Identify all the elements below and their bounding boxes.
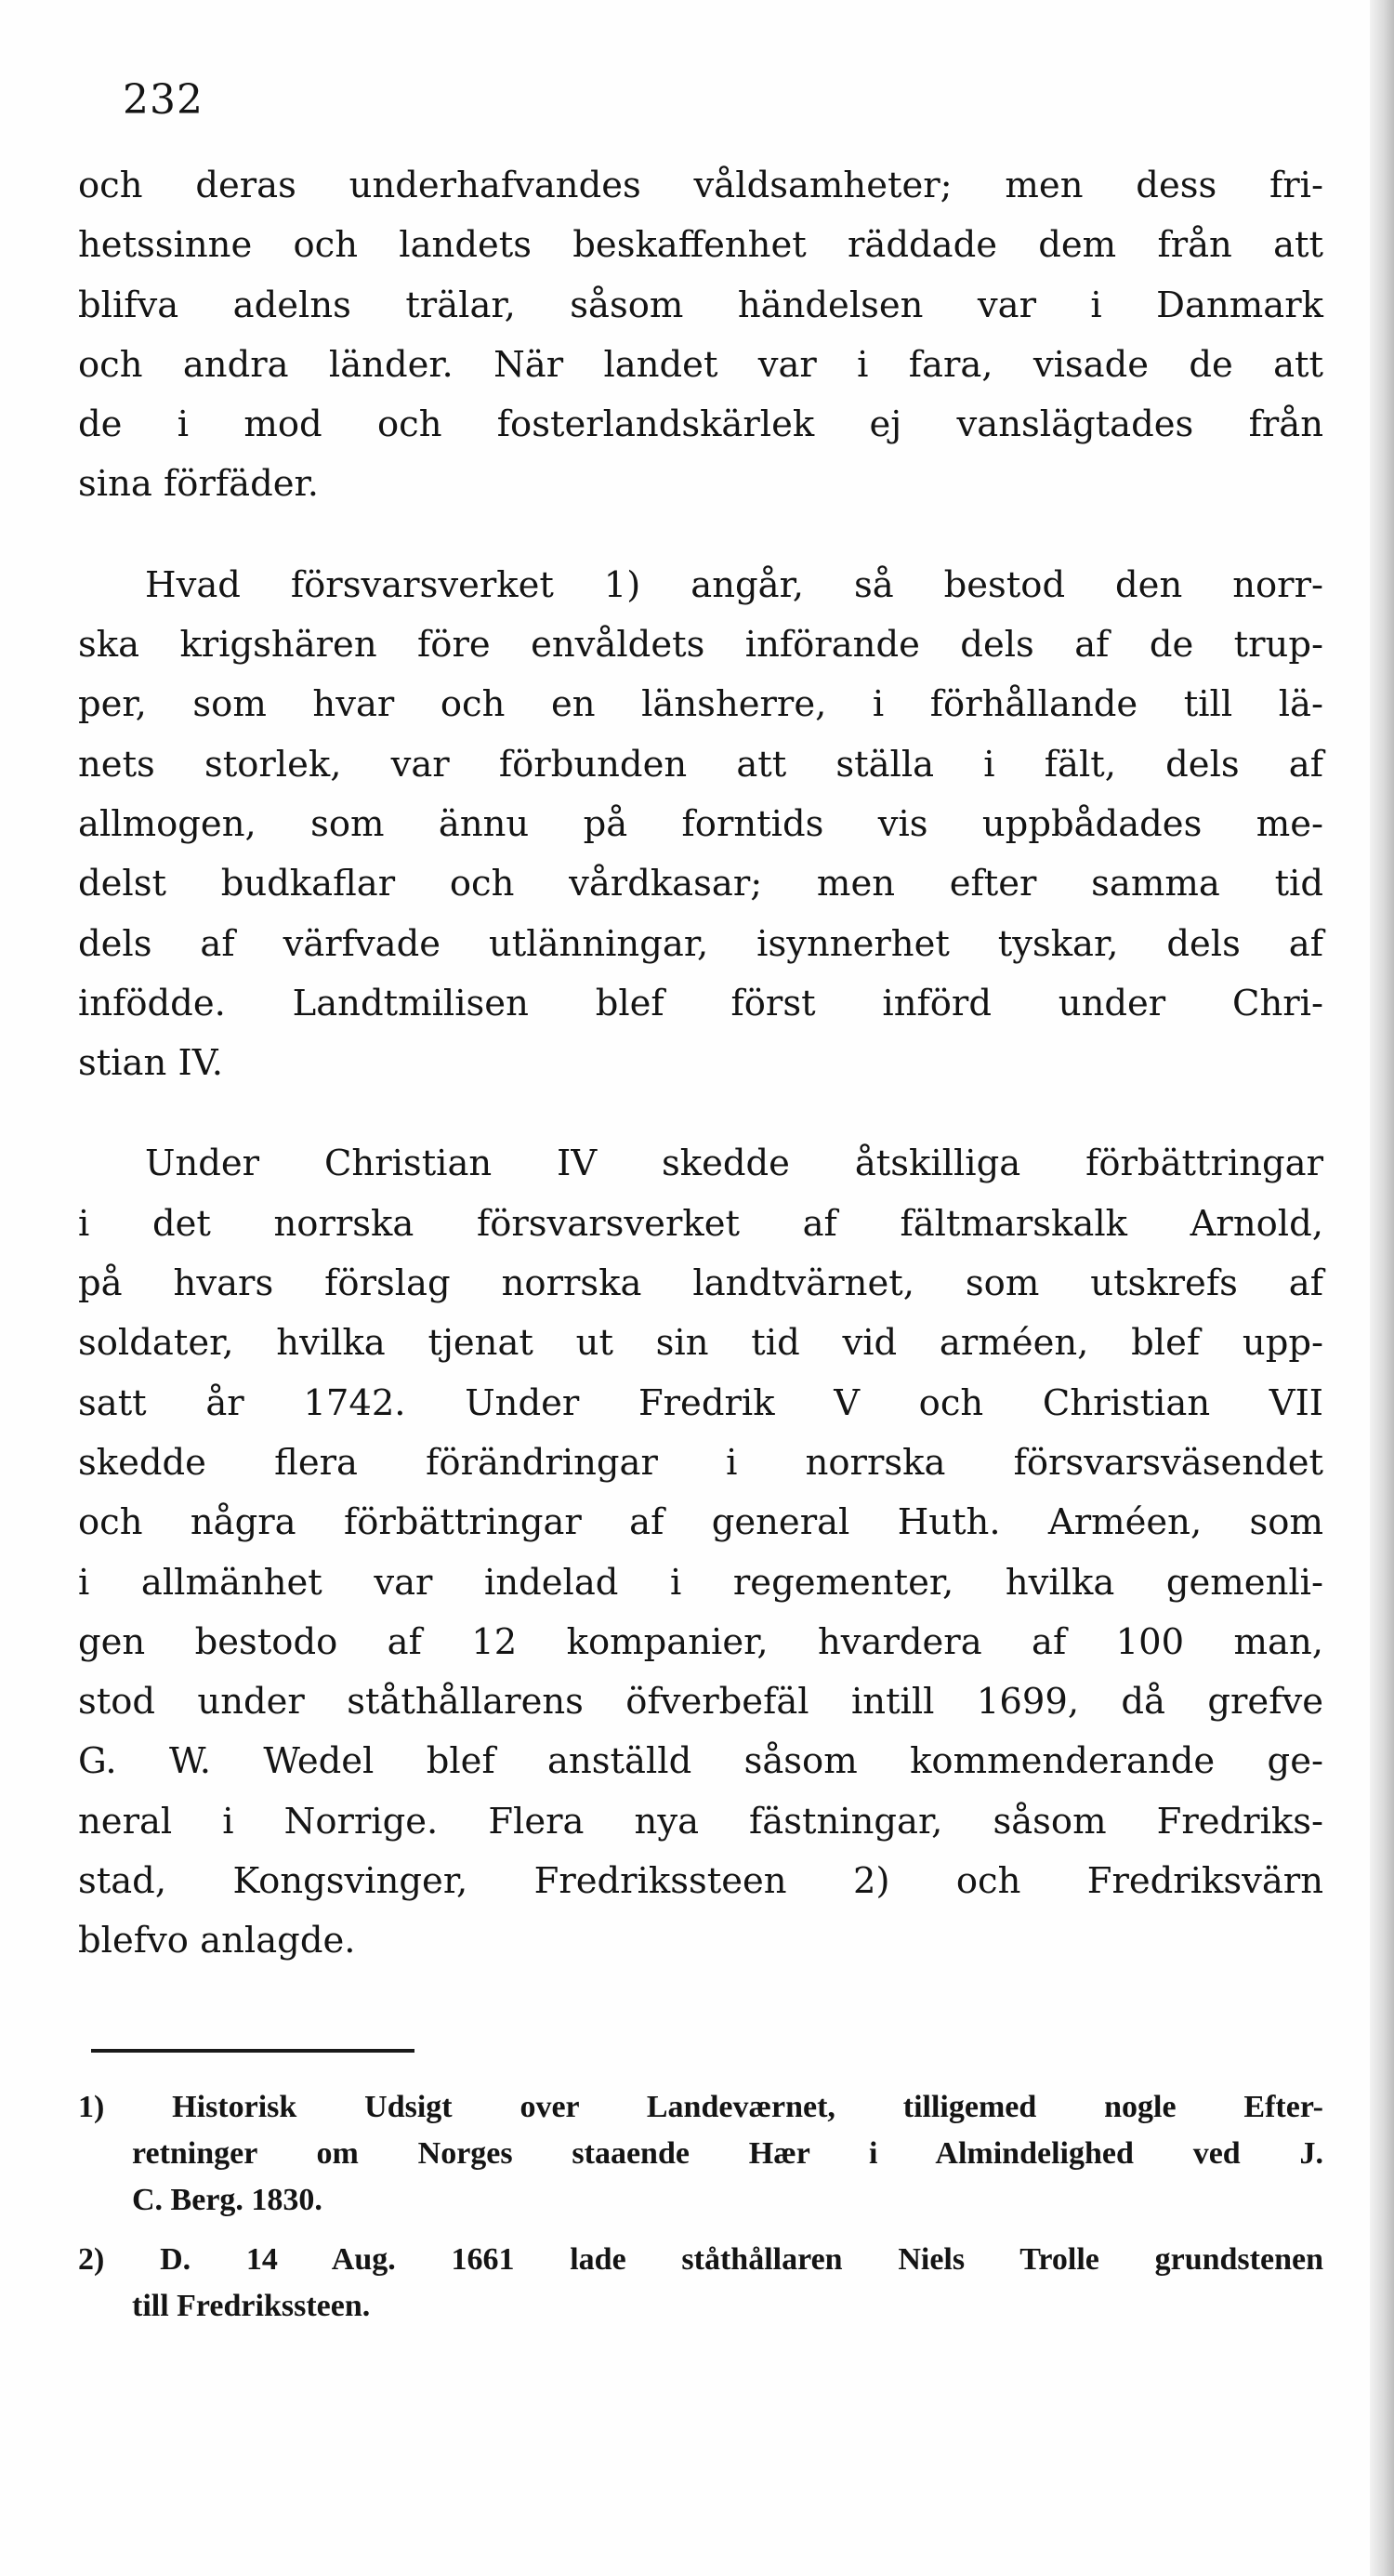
text-line: Under Christian IV skedde åtskilliga förbättringar: [145, 1143, 1323, 1185]
text-line: gen bestodo af 12 kompanier, hvardera af 100 man,: [78, 1620, 1323, 1663]
text-line: infödde. Landtmilisen blef först införd under Chri-: [78, 982, 1323, 1024]
text-line: satt år 1742. Under Fredrik V och Christian VII: [78, 1381, 1323, 1424]
text-line: blefvo anlagde.: [78, 1920, 356, 1962]
page-number: 232: [123, 76, 204, 124]
text-line: stian IV.: [78, 1042, 224, 1085]
text-line: hetssinne och landets beskaffenhet räddade dem från att: [78, 224, 1323, 267]
text-line: stod under ståthållarens öfverbefäl intill 1699, då grefve: [78, 1681, 1323, 1724]
text-line: på hvars förslag norrska landtvärnet, som utskrefs af: [78, 1262, 1323, 1305]
footnote-line: till Fredrikssteen.: [132, 2289, 371, 2323]
text-line: i det norrska försvarsverket af fältmarskalk Arnold,: [78, 1202, 1323, 1245]
text-line: neral i Norrige. Flera nya fästningar, såsom Fredriks-: [78, 1800, 1323, 1843]
text-line: Hvad försvarsverket 1) angår, så bestod den norr-: [145, 563, 1323, 606]
text-line: stad, Kongsvinger, Fredrikssteen 2) och Fredriksvärn: [78, 1860, 1323, 1903]
text-line: ska krigshären före envåldets införande dels af de trup-: [78, 624, 1323, 667]
text-line: dels af värfvade utlänningar, isynnerhet tyskar, dels af: [78, 922, 1323, 965]
footnote-line: 1) Historisk Udsigt over Landeværnet, tilligemed nogle Efter-: [78, 2090, 1323, 2124]
footnotes: [78, 2084, 1323, 2330]
text-line: nets storlek, var förbunden att ställa i fält, dels af: [78, 743, 1323, 786]
text-line: blifva adelns trälar, såsom händelsen var i Danmark: [78, 284, 1323, 326]
footnote-rule: [91, 2049, 414, 2053]
body-text: [78, 156, 1323, 1972]
text-line: och några förbättringar af general Huth. Arméen, som: [78, 1501, 1323, 1544]
text-line: sina förfäder.: [78, 463, 319, 506]
text-line: och deras underhafvandes våldsamheter; men dess fri-: [78, 165, 1323, 206]
text-line: per, som hvar och en länsherre, i förhållande till lä-: [78, 683, 1323, 726]
footnote-line: retninger om Norges staaende Hær i Almindelighed ved J.: [132, 2136, 1323, 2171]
text-line: och andra länder. När landet var i fara, visade de att: [78, 343, 1323, 386]
text-line: de i mod och fosterlandskärlek ej vanslägtades från: [78, 403, 1323, 446]
text-line: G. W. Wedel blef anställd såsom kommenderande ge-: [78, 1740, 1323, 1783]
text-line: skedde flera förändringar i norrska försvarsväsendet: [78, 1441, 1323, 1484]
page-edge: [1370, 0, 1394, 2576]
text-line: soldater, hvilka tjenat ut sin tid vid arméen, blef upp-: [78, 1322, 1323, 1365]
footnote-line: C. Berg. 1830.: [132, 2183, 322, 2217]
text-line: delst budkaflar och vårdkasar; men efter samma tid: [78, 863, 1323, 905]
text-line: allmogen, som ännu på forntids vis uppbådades me-: [78, 802, 1323, 845]
text-line: i allmänhet var indelad i regementer, hvilka gemenli-: [78, 1561, 1323, 1604]
footnote-line: 2) D. 14 Aug. 1661 lade ståthållaren Niels Trolle grundstenen: [78, 2242, 1323, 2277]
